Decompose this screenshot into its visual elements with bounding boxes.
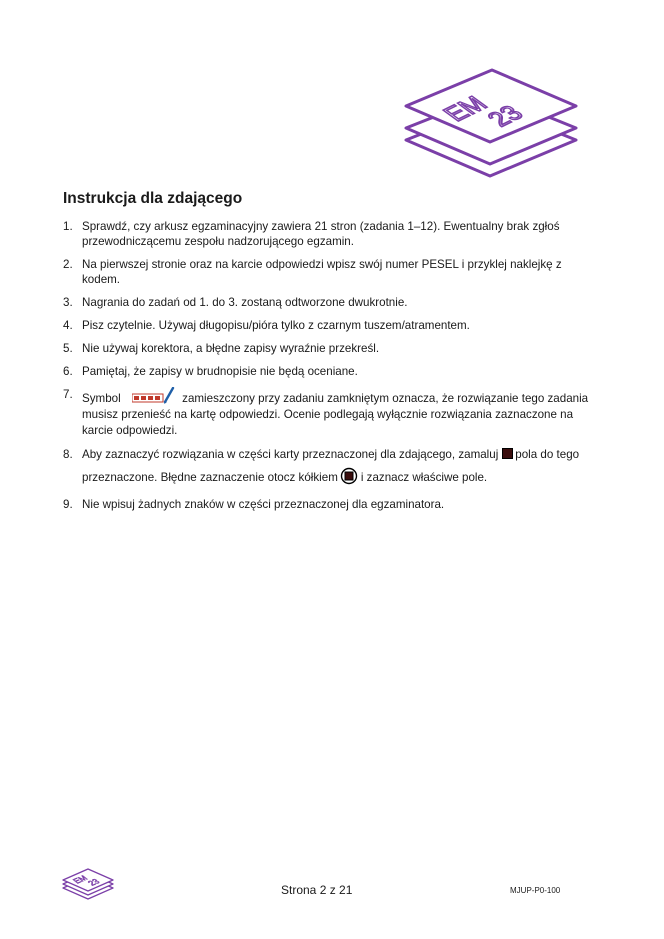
instruction-text: Nagrania do zadań od 1. do 3. zostaną odtworzone dwukrotnie. [82, 296, 408, 309]
logo-text-top: EM [437, 92, 494, 126]
instruction-number: 1. [63, 220, 73, 233]
instruction-number: 7. [63, 388, 73, 401]
instruction-number: 5. [63, 342, 73, 355]
filled-box-icon [502, 448, 513, 459]
instruction-item [63, 447, 593, 489]
instruction-item [63, 219, 593, 249]
page-number: Strona 2 z 21 [281, 883, 353, 897]
instruction-text: Pamiętaj, że zapisy w brudnopisie nie będą oceniane. [82, 365, 358, 378]
em23-logo [398, 68, 582, 180]
instruction-item [63, 387, 593, 439]
exam-code: MJUP-P0-100 [510, 886, 561, 895]
instruction-number: 8. [63, 448, 73, 461]
instruction-number: 3. [63, 296, 73, 309]
instruction-number: 9. [63, 498, 73, 511]
instruction-text-before: Symbol [82, 392, 121, 405]
em23-logo-small [60, 866, 116, 902]
answer-card-pen-icon [132, 387, 176, 405]
instruction-text-part3: i zaznacz właściwe pole. [360, 471, 488, 484]
instruction-text: Pisz czytelnie. Używaj długopisu/pióra tylko z czarnym tuszem/atramentem. [82, 319, 470, 332]
instruction-item [63, 295, 593, 310]
instruction-text-part2: pola do tego przeznaczone. Błędne zaznaczenie otocz kółkiem [82, 448, 580, 484]
instruction-text: Sprawdź, czy arkusz egzaminacyjny zawiera 21 stron (zadania 1–12). Ewentualny brak zgłoś przewodniczącemu zespołu nadzorującego egzamin. [82, 220, 560, 248]
instruction-text-after: zamieszczony przy zadaniu zamkniętym oznacza, że rozwiązanie tego zadania musisz przenieść na kartę odpowiedzi. Ocenie podlegają wyłącznie rozwiązania zaznaczone na karcie odpowiedzi. [82, 392, 589, 437]
instruction-item [63, 318, 593, 333]
instruction-text: Na pierwszej stronie oraz na karcie odpowiedzi wpisz swój numer PESEL i przyklej naklejkę z kodem. [82, 258, 562, 286]
instructions-heading: Instrukcja dla zdającego [63, 190, 243, 207]
instruction-text [82, 387, 593, 439]
instruction-number: 6. [63, 365, 73, 378]
instruction-text: Nie używaj korektora, a błędne zapisy wyraźnie przekreśl. [82, 342, 380, 355]
instruction-item [63, 497, 593, 512]
instruction-number: 4. [63, 319, 73, 332]
instruction-text-part1: Aby zaznaczyć rozwiązania w części karty przeznaczonej dla zdającego, zamaluj [82, 448, 499, 461]
logo-small-text-bottom: 23 [85, 877, 102, 888]
instruction-text: Nie wpisuj żadnych znaków w części przeznaczonej dla egzaminatora. [82, 498, 445, 511]
instruction-text [82, 443, 593, 489]
instruction-item [63, 257, 593, 287]
circled-box-icon [340, 467, 358, 485]
instruction-item [63, 341, 593, 356]
instructions-list [63, 219, 593, 520]
instruction-item [63, 364, 593, 379]
instruction-number: 2. [63, 258, 73, 271]
logo-text-bottom: 23 [481, 101, 530, 131]
logo-small-text-top: EM [70, 873, 90, 886]
